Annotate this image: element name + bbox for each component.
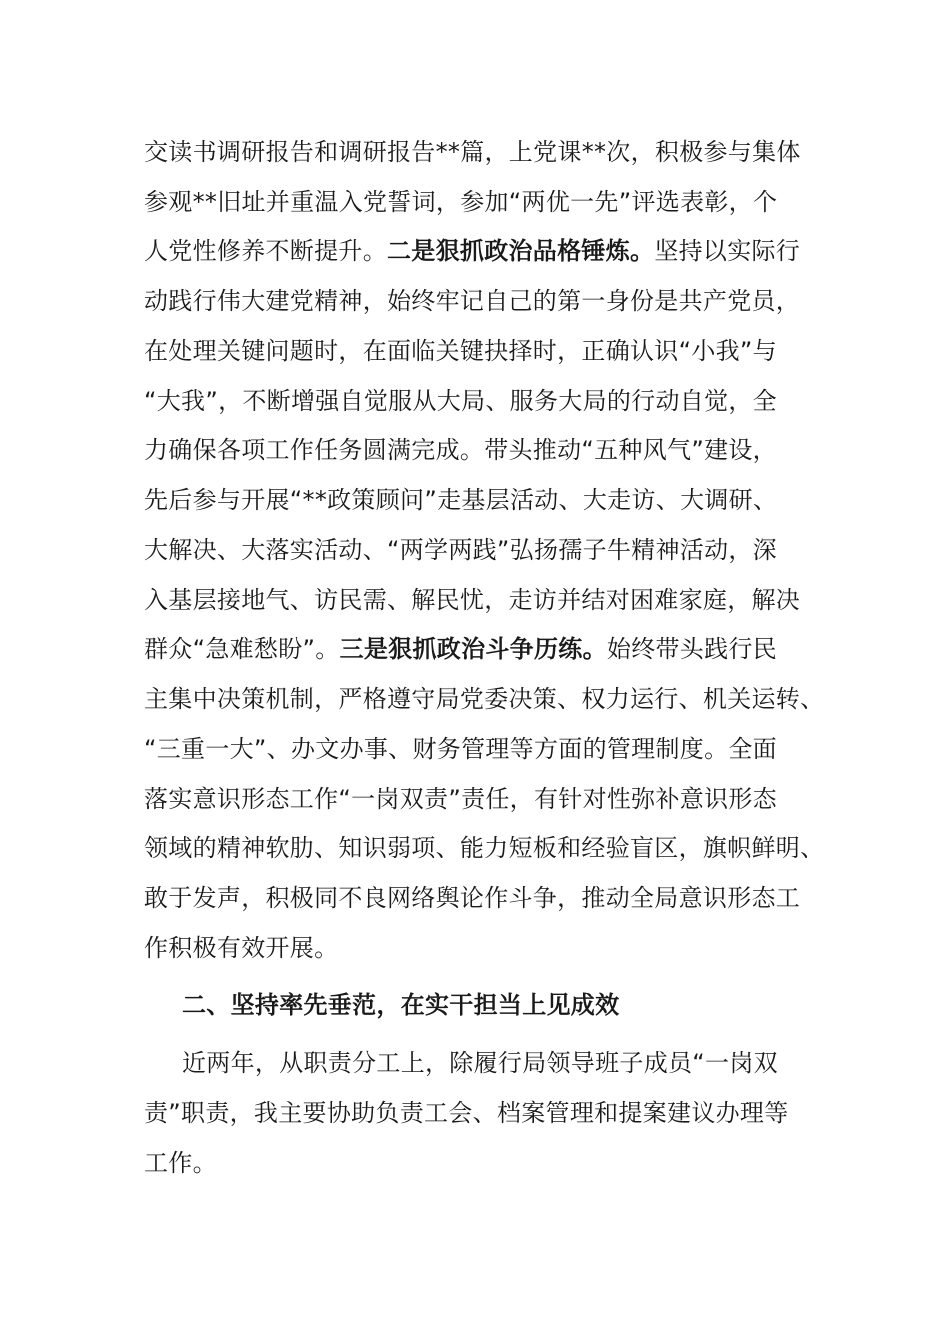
paragraph-text: 始终带头践行民 [606, 635, 777, 663]
paragraph-line: 力确保各项工作任务圆满完成。带头推动“五种风气”建设， [144, 436, 777, 464]
paragraph-line [144, 634, 777, 664]
paragraph-line: 大解决、大落实活动、“两学两践”弘扬孺子牛精神活动，深 [144, 536, 777, 564]
bold-subheading: 二是狠抓政治品格锤炼。 [387, 237, 655, 265]
bold-subheading: 三是狠抓政治斗争历练。 [339, 635, 607, 663]
paragraph-line: “大我”，不断增强自觉服从大局、服务大局的行动自觉，全 [144, 387, 777, 415]
paragraph-text: 坚持以实际行 [654, 237, 801, 265]
paragraph-line: 领域的精神软肋、知识弱项、能力短板和经验盲区，旗帜鲜明、 [144, 834, 825, 862]
paragraph-line [144, 236, 800, 266]
section-heading: 二、坚持率先垂范，在实干担当上见成效 [182, 991, 620, 1019]
paragraph-text: 群众“急难愁盼”。 [144, 635, 340, 663]
paragraph-line: 参观**旧址并重温入党誓词，参加“两优一先”评选表彰，个 [144, 188, 778, 216]
paragraph-line: 近两年，从职责分工上，除履行局领导班子成员“一岗双 [182, 1049, 778, 1077]
paragraph-line: 工作。 [144, 1149, 217, 1177]
paragraph-line: 入基层接地气、访民需、解民忧，走访并结对困难家庭，解决 [144, 586, 801, 614]
paragraph-text: 人党性修养不断提升。 [144, 237, 387, 265]
paragraph-line: 主集中决策机制，严格遵守局党委决策、权力运行、机关运转、 [144, 685, 825, 713]
paragraph-line: 交读书调研报告和调研报告**篇，上党课**次，积极参与集体 [144, 138, 801, 166]
paragraph-line: 责”职责，我主要协助负责工会、档案管理和提案建议办理等 [144, 1099, 789, 1127]
paragraph-line: 作积极有效开展。 [144, 934, 339, 962]
paragraph-line: 先后参与开展“**政策顾问”走基层活动、大走访、大调研、 [144, 486, 778, 514]
paragraph-line: 落实意识形态工作“一岗双责”责任，有针对性弥补意识形态 [144, 785, 777, 813]
paragraph-line: 敢于发声，积极同不良网络舆论作斗争，推动全局意识形态工 [144, 884, 801, 912]
paragraph-line: “三重一大”、办文办事、财务管理等方面的管理制度。全面 [144, 735, 777, 763]
paragraph-line: 动践行伟大建党精神，始终牢记自己的第一身份是共产党员， [144, 287, 801, 315]
paragraph-line: 在处理关键问题时，在面临关键抉择时，正确认识“小我”与 [144, 337, 777, 365]
